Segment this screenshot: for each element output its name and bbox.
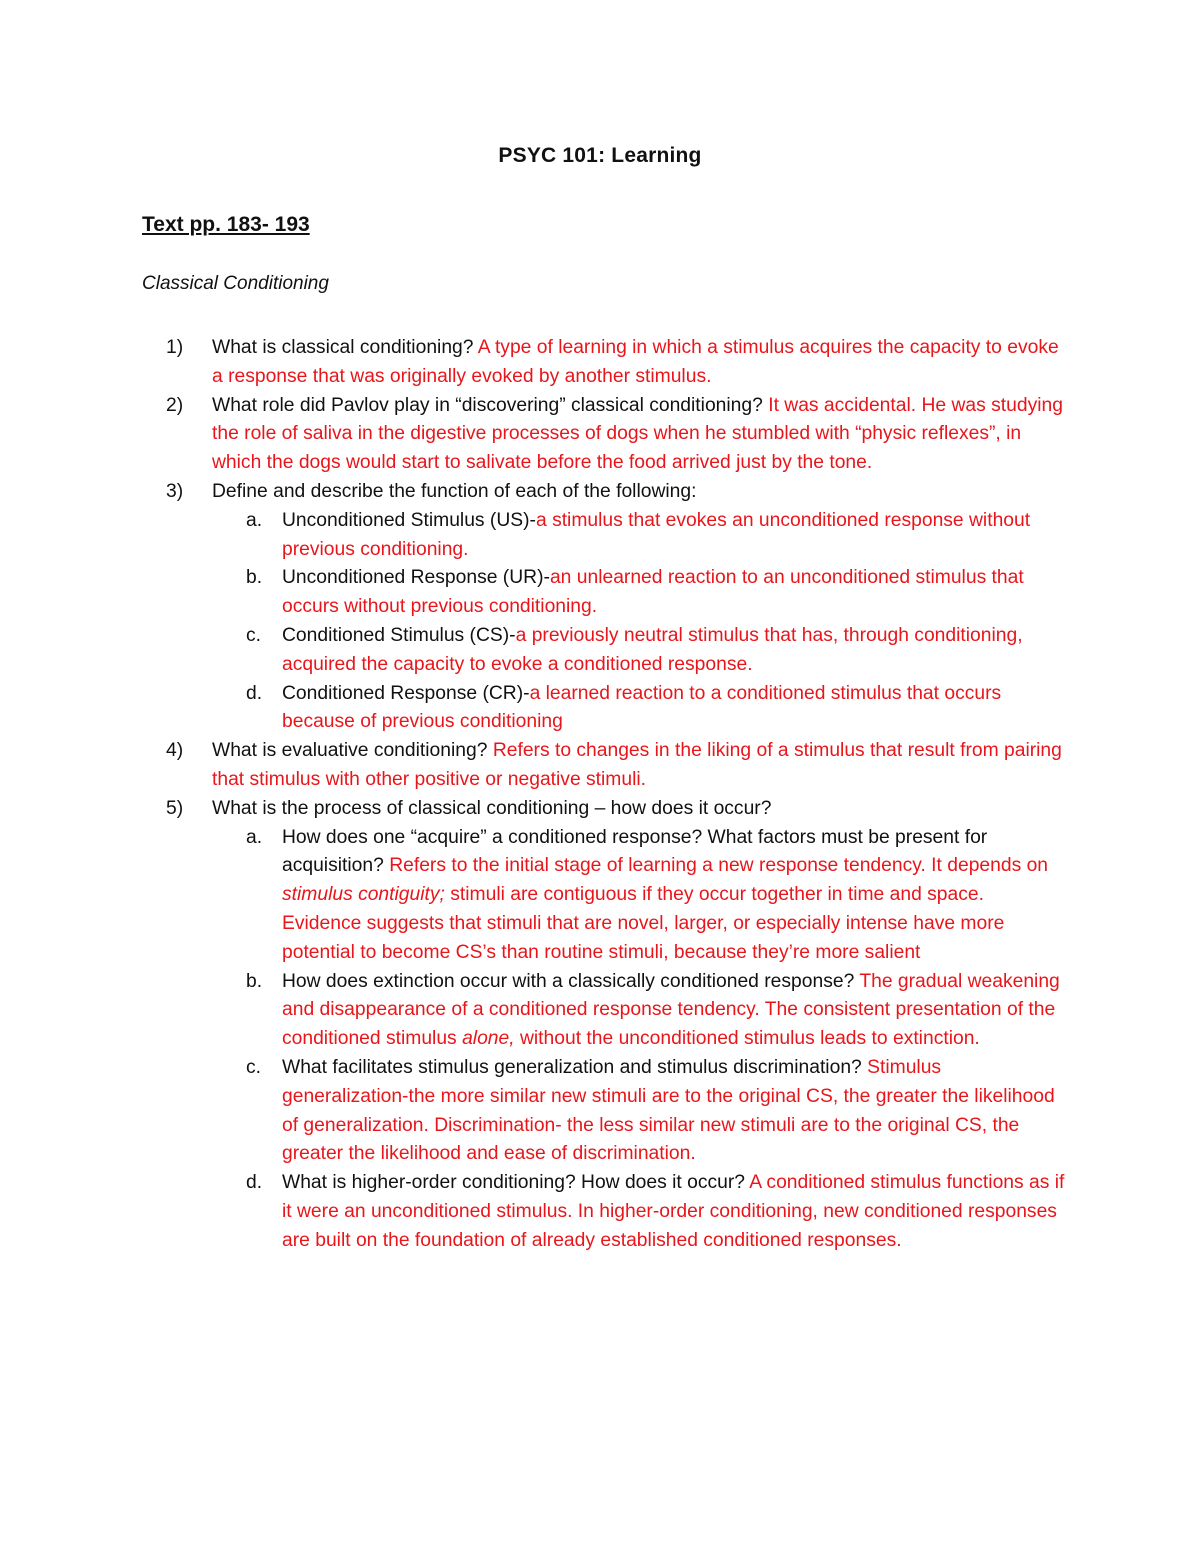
subitem-3d xyxy=(166,680,1066,738)
question-list xyxy=(166,334,1066,1256)
subitem-3c xyxy=(166,622,1066,680)
subitem-letter: a. xyxy=(246,826,263,848)
question-text: What role did Pavlov play in “discovering” classical conditioning? xyxy=(212,394,769,416)
subitem-body xyxy=(238,824,1066,968)
answer-text: Refers to changes in the liking of a stimulus that result from pairing that stimulus with other positive or negative stimuli. xyxy=(212,740,1062,790)
subitem-letter: c. xyxy=(246,1056,261,1078)
subitem-body xyxy=(238,622,1066,680)
subitem-body xyxy=(238,507,1066,565)
subitem-5c xyxy=(166,1054,1066,1169)
subitem-body xyxy=(238,1054,1066,1169)
answer-text: Refers to the initial stage of learning a new response tendency. It depends on xyxy=(389,855,1049,877)
answer-text: a previously neutral stimulus that has, through conditioning, acquired the capacity to evoke a conditioned response. xyxy=(282,624,1023,675)
question-text: What is classical conditioning? xyxy=(212,337,478,358)
answer-text: It was accidental. He was studying the role of saliva in the digestive processes of dogs when he stumbled with “physic reflexes”, in which the dogs would start to salivate before the food arrived just by the tone. xyxy=(212,394,1063,474)
answer-text: The gradual weakening and disappearance of a conditioned response tendency. The consistent presentation of the conditioned stimulus xyxy=(282,970,1060,1050)
term-text: Unconditioned Response (UR)- xyxy=(282,567,550,589)
question-text: What facilitates stimulus generalization and stimulus discrimination? xyxy=(282,1056,868,1078)
answer-italic-text: stimulus contiguity; xyxy=(282,884,445,906)
answer-italic-text: alone, xyxy=(462,1028,515,1050)
subitem-body xyxy=(238,968,1066,1054)
question-text: What is higher-order conditioning? How does it occur? xyxy=(282,1172,750,1194)
subitem-letter: b. xyxy=(246,970,263,992)
question-3 xyxy=(166,478,1066,507)
question-number: 1) xyxy=(166,337,184,358)
term-text: Conditioned Response (CR)- xyxy=(282,682,530,704)
subitem-body xyxy=(238,680,1066,738)
subitem-5d xyxy=(166,1169,1066,1255)
answer-text: Stimulus generalization-the more similar new stimuli are to the original CS, the greater the likelihood of generalization. Discrimination- the less similar new stimuli are to the original CS, the greater the likelihood and ease of discrimination. xyxy=(282,1056,1055,1165)
question-text: How does one “acquire” a conditioned response? What factors must be present for acquisition? xyxy=(282,826,988,877)
subitem-body xyxy=(238,1169,1066,1255)
subitem-letter: b. xyxy=(246,567,263,589)
term-text: Unconditioned Stimulus (US)- xyxy=(282,509,536,531)
subitem-letter: c. xyxy=(246,624,261,646)
answer-text-continued: stimuli are contiguous if they occur together in time and space. Evidence suggests that stimuli that are novel, larger, or especially intense have more potential to become CS’s than routine stimuli, because they’re more salient xyxy=(282,884,1005,963)
page-title: PSYC 101: Learning xyxy=(498,144,702,167)
section-heading: Classical Conditioning xyxy=(142,273,329,294)
question-text: What is evaluative conditioning? xyxy=(212,740,493,762)
subitem-body xyxy=(238,564,1066,622)
question-number: 3) xyxy=(166,480,184,502)
question-2 xyxy=(166,392,1066,478)
question-5 xyxy=(166,795,1066,824)
answer-text: an unlearned reaction to an unconditioned stimulus that occurs without previous conditioning. xyxy=(282,567,1024,618)
subitem-letter: d. xyxy=(246,1172,263,1194)
question-text: How does extinction occur with a classically conditioned response? xyxy=(282,970,860,992)
question-text: Define and describe the function of each of the following: xyxy=(212,480,697,502)
question-4 xyxy=(166,737,1066,795)
answer-text: A conditioned stimulus functions as if it were an unconditioned stimulus. In higher-order conditioning, new conditioned responses are built on the foundation of already established conditioned responses. xyxy=(282,1172,1065,1251)
subitem-5a xyxy=(166,824,1066,968)
subitem-3b xyxy=(166,564,1066,622)
question-number: 5) xyxy=(166,797,184,819)
answer-text: a stimulus that evokes an unconditioned response without previous conditioning. xyxy=(282,509,1031,560)
question-1 xyxy=(166,334,1066,392)
answer-text-continued: without the unconditioned stimulus leads to extinction. xyxy=(514,1028,980,1050)
subitem-5b xyxy=(166,968,1066,1054)
question-number: 4) xyxy=(166,740,184,762)
subitem-letter: d. xyxy=(246,682,263,704)
answer-text: A type of learning in which a stimulus acquires the capacity to evoke a response that was originally evoked by another stimulus. xyxy=(212,337,1059,387)
question-number: 2) xyxy=(166,394,184,416)
question-text: What is the process of classical conditioning – how does it occur? xyxy=(212,797,772,819)
answer-text: a learned reaction to a conditioned stimulus that occurs because of previous conditioning xyxy=(282,682,1002,733)
text-pages-heading: Text pp. 183- 193 xyxy=(142,213,310,236)
subitem-letter: a. xyxy=(246,509,263,531)
subitem-3a xyxy=(166,507,1066,565)
term-text: Conditioned Stimulus (CS)- xyxy=(282,624,516,646)
